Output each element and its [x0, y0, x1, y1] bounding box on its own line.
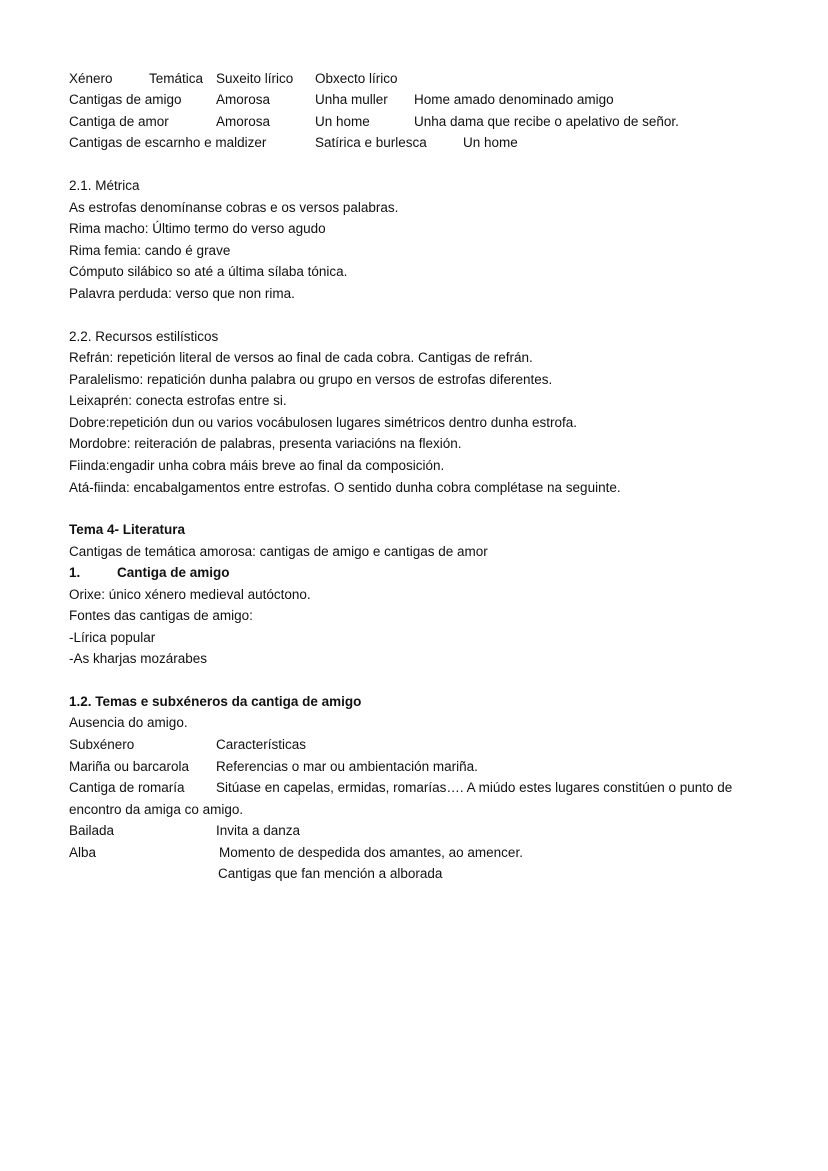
tema4-line: -Lírica popular [69, 630, 156, 645]
genre-table-cell: Cantigas de amigo [69, 92, 182, 107]
metrica-line: Rima macho: Último termo do verso agudo [69, 221, 326, 236]
temas-intro: Ausencia do amigo. [69, 715, 188, 730]
temas-heading: 1.2. Temas e subxéneros da cantiga de amigo [69, 694, 362, 709]
recursos-line: Mordobre: reiteración de palabras, presenta variacións na flexión. [69, 436, 462, 451]
genre-table-cell: Satírica e burlesca [315, 135, 427, 150]
recursos-line: Refrán: repetición literal de versos ao final de cada cobra. Cantigas de refrán. [69, 350, 533, 365]
temas-table-cell: Bailada [69, 823, 115, 838]
genre-table-header-tematica: Temática [149, 71, 204, 86]
metrica-heading: 2.1. Métrica [69, 178, 140, 193]
tema4-line: -As kharjas mozárabes [69, 651, 208, 666]
tema4-heading: Tema 4- Literatura [69, 522, 186, 537]
temas-table-cell: Referencias o mar ou ambientación mariña. [216, 759, 478, 774]
metrica-line: Palavra perduda: verso que non rima. [69, 286, 295, 301]
temas-table-cell: Sitúase en capelas, ermidas, romarías…. A miúdo estes lugares constitúen o punto de [216, 780, 733, 795]
genre-table-cell: Cantiga de amor [69, 114, 169, 129]
genre-table-cell: Home amado denominado amigo [414, 92, 614, 107]
metrica-line: Rima femia: cando é grave [69, 243, 231, 258]
temas-table-cell: Cantiga de romaría [69, 780, 185, 795]
tema4-line: Fontes das cantigas de amigo: [69, 608, 253, 623]
temas-table-cell: Cantigas que fan mención a alborada [218, 866, 443, 881]
genre-table-header-xenero: Xénero [69, 71, 113, 86]
temas-table-cell: Invita a danza [216, 823, 301, 838]
genre-table-cell: Amorosa [216, 114, 271, 129]
recursos-line: Paralelismo: repatición dunha palabra ou grupo en versos de estrofas diferentes. [69, 372, 553, 387]
temas-table-cell: encontro da amiga co amigo. [69, 802, 244, 817]
genre-table-cell: Unha muller [315, 92, 388, 107]
genre-table-cell: Unha dama que recibe o apelativo de señor. [414, 114, 679, 129]
temas-table-header-subxenero: Subxénero [69, 737, 135, 752]
metrica-line: As estrofas denomínanse cobras e os versos palabras. [69, 200, 399, 215]
recursos-line: Fiinda:engadir unha cobra máis breve ao final da composición. [69, 458, 445, 473]
genre-table-cell: Cantigas de escarnho e maldizer [69, 135, 267, 150]
tema4-section-title: Cantiga de amigo [117, 565, 230, 580]
tema4-section-number: 1. [69, 565, 81, 580]
temas-table-cell: Mariña ou barcarola [69, 759, 190, 774]
temas-table-cell: Momento de despedida dos amantes, ao amencer. [219, 845, 523, 860]
genre-table-header-suxeito: Suxeito lírico [216, 71, 294, 86]
tema4-line: Orixe: único xénero medieval autóctono. [69, 587, 311, 602]
genre-table-cell: Un home [315, 114, 370, 129]
recursos-line: Atá-fiinda: encabalgamentos entre estrofas. O sentido dunha cobra complétase na seguinte. [69, 480, 621, 495]
recursos-line: Leixaprén: conecta estrofas entre si. [69, 393, 287, 408]
temas-table-header-caracteristicas: Características [216, 737, 307, 752]
tema4-intro: Cantigas de temática amorosa: cantigas de amigo e cantigas de amor [69, 544, 488, 559]
genre-table-header-obxecto: Obxecto lírico [315, 71, 398, 86]
metrica-line: Cómputo silábico so até a última sílaba tónica. [69, 264, 348, 279]
recursos-heading: 2.2. Recursos estilísticos [69, 329, 219, 344]
genre-table-cell: Amorosa [216, 92, 271, 107]
genre-table-cell: Un home [463, 135, 518, 150]
temas-table-cell: Alba [69, 845, 97, 860]
recursos-line: Dobre:repetición dun ou varios vocábulosen lugares simétricos dentro dunha estrofa. [69, 415, 578, 430]
